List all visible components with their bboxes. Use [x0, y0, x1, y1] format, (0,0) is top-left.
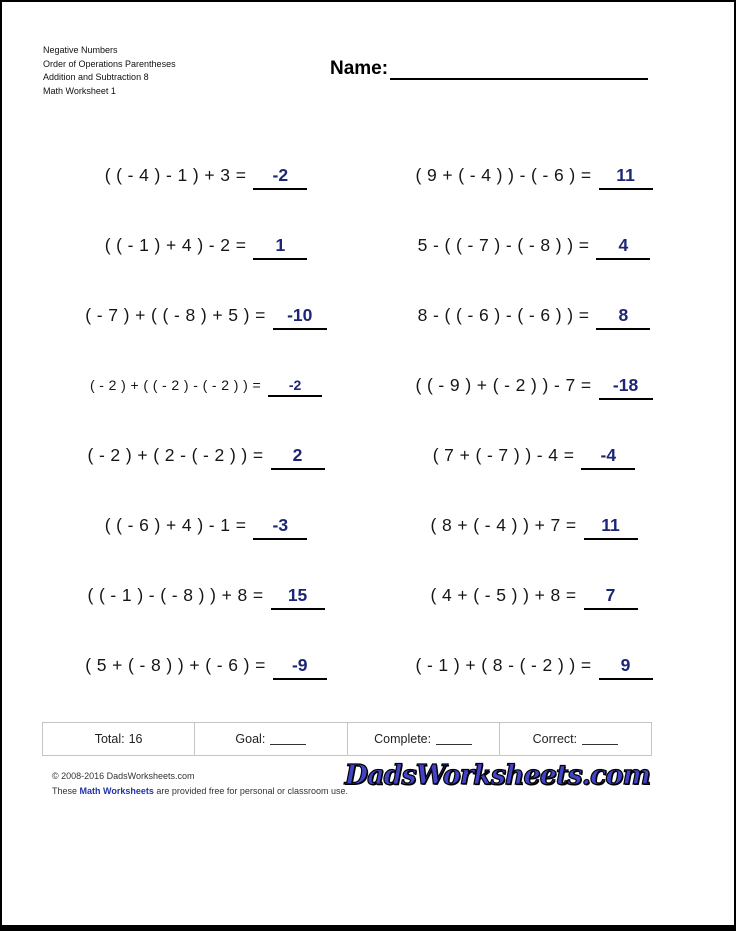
problem-answer: 11 [584, 515, 638, 540]
problem-expression: ( ( - 9 ) + ( - 2 ) ) - 7 = [415, 374, 592, 395]
header-line-4: Math Worksheet 1 [43, 85, 116, 96]
summary-complete [347, 723, 499, 755]
problem-4 [418, 235, 651, 260]
problem-expression: ( ( - 4 ) - 1 ) + 3 = [104, 164, 247, 185]
summary-bar [42, 722, 652, 756]
problems-grid [42, 142, 698, 702]
problem-expression: ( ( - 1 ) + 4 ) - 2 = [104, 234, 247, 255]
problem-expression: 8 - ( ( - 6 ) - ( - 6 ) ) = [417, 304, 590, 325]
problem-expression: ( - 2 ) + ( ( - 2 ) - ( - 2 ) ) = [89, 377, 262, 393]
footer-copyright: © 2008-2016 DadsWorksheets.com [52, 771, 195, 781]
summary-goal [194, 723, 346, 755]
problem-expression: ( 4 + ( - 5 ) ) + 8 = [430, 584, 577, 605]
summary-blank-line [270, 733, 306, 745]
problem-5 [85, 305, 327, 330]
header-line-2: Order of Operations Parentheses [43, 58, 176, 69]
problem-answer: -9 [273, 655, 327, 680]
summary-label: Total: [94, 732, 125, 746]
problem-answer: -18 [599, 375, 653, 400]
problem-expression: ( ( - 1 ) - ( - 8 ) ) + 8 = [87, 584, 264, 605]
summary-blank-line [436, 733, 472, 745]
problem-expression: ( 8 + ( - 4 ) ) + 7 = [430, 514, 577, 535]
problem-expression: ( - 7 ) + ( ( - 8 ) + 5 ) = [85, 304, 266, 325]
problem-answer: 9 [599, 655, 653, 680]
problem-expression: ( - 2 ) + ( 2 - ( - 2 ) ) = [87, 444, 264, 465]
name-blank-line [390, 56, 648, 80]
header-line-3: Addition and Subtraction 8 [43, 72, 149, 82]
problem-answer: 15 [271, 585, 325, 610]
summary-value: 16 [128, 732, 143, 746]
problem-2 [415, 165, 652, 190]
problem-expression: 5 - ( ( - 7 ) - ( - 8 ) ) = [417, 234, 590, 255]
name-label: Name: [330, 58, 389, 79]
problem-expression: ( 9 + ( - 4 ) ) - ( - 6 ) = [415, 164, 592, 185]
problem-13 [87, 585, 324, 610]
problem-expression: ( 7 + ( - 7 ) ) - 4 = [432, 444, 575, 465]
problem-answer: 2 [271, 445, 325, 470]
problem-12 [430, 515, 637, 540]
problem-answer: -2 [253, 165, 307, 190]
math-worksheets-link[interactable]: Math Worksheets [79, 786, 154, 796]
problem-expression: ( 5 + ( - 8 ) ) + ( - 6 ) = [85, 654, 266, 675]
summary-correct [499, 723, 651, 755]
problem-10 [433, 445, 636, 470]
problem-3 [105, 235, 308, 260]
problem-expression: ( ( - 6 ) + 4 ) - 1 = [104, 514, 247, 535]
summary-total [43, 723, 194, 755]
problem-16 [415, 655, 652, 680]
summary-label: Complete: [374, 732, 432, 746]
problem-6 [418, 305, 651, 330]
problem-answer: 8 [596, 305, 650, 330]
problem-15 [85, 655, 327, 680]
summary-label: Goal: [235, 732, 266, 746]
problem-answer: 1 [253, 235, 307, 260]
footer-usage-note [52, 786, 348, 796]
problem-answer: -10 [273, 305, 327, 330]
summary-blank-line [582, 733, 618, 745]
problem-answer: 7 [584, 585, 638, 610]
problem-14 [430, 585, 637, 610]
problem-answer: -2 [268, 377, 322, 397]
problem-answer: 4 [596, 235, 650, 260]
name-block [330, 56, 648, 80]
problem-7 [90, 377, 322, 397]
problem-8 [415, 375, 652, 400]
summary-label: Correct: [532, 732, 578, 746]
problem-answer: 11 [599, 165, 653, 190]
problem-expression: ( - 1 ) + ( 8 - ( - 2 ) ) = [415, 654, 592, 675]
problem-answer: -3 [253, 515, 307, 540]
footer-usage-suffix: are provided free for personal or classroom use. [153, 786, 348, 796]
problem-1 [105, 165, 308, 190]
worksheet-header-meta [43, 44, 176, 98]
problem-9 [87, 445, 324, 470]
problem-answer: -4 [581, 445, 635, 470]
header-line-1: Negative Numbers [43, 45, 118, 55]
footer-usage-prefix: These [52, 786, 80, 796]
dadsworksheets-logo[interactable]: DadsWorksheets.com [344, 760, 650, 791]
problem-11 [105, 515, 308, 540]
